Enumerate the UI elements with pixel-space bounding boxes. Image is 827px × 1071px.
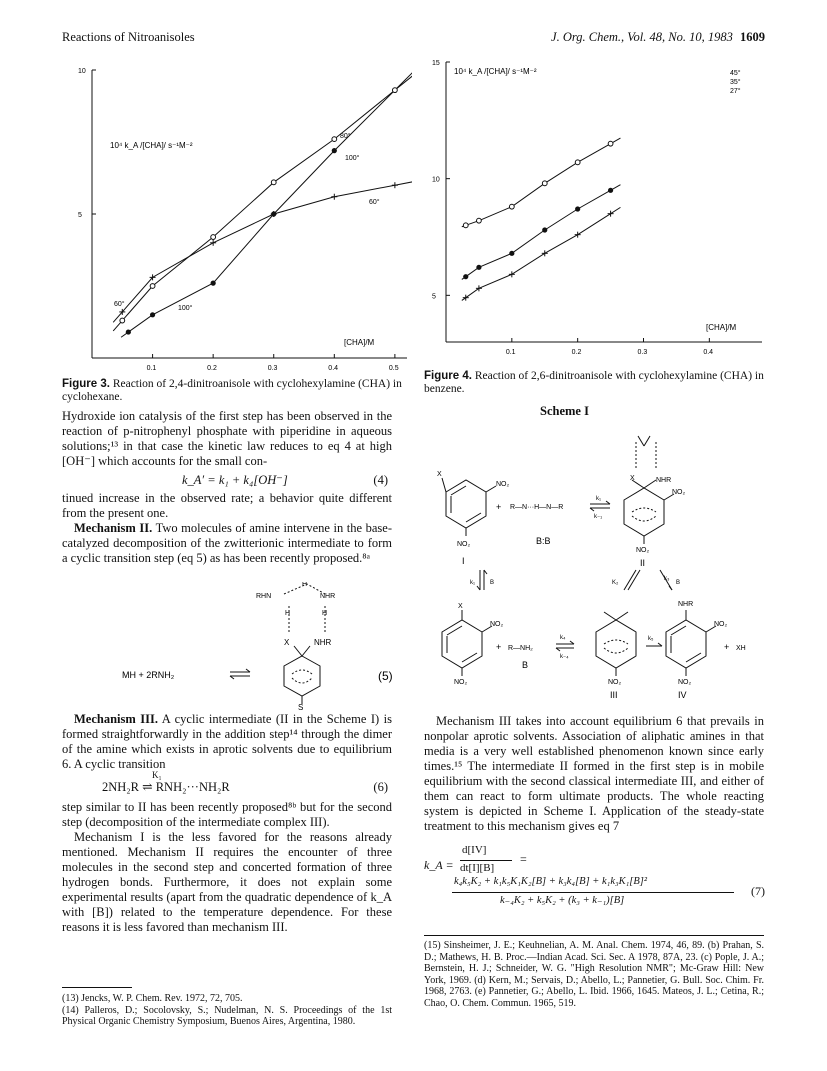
fig3-xlabel: [CHA]/M <box>344 338 375 347</box>
amine-dimer: R—N···H—N—R <box>510 504 564 511</box>
scheme-km1: k₋₁ <box>594 514 603 520</box>
left-column-top <box>62 409 392 566</box>
fig3-series-label-60b: 60° <box>114 301 125 308</box>
fig3-caption-label: Figure 3. <box>62 378 110 390</box>
k1-equilibrium-arrow <box>590 501 610 511</box>
footnotes-left <box>62 993 392 1028</box>
scheme-no2-II-bottom: NO₂ <box>636 547 650 554</box>
point-filled <box>476 265 481 270</box>
k5-arrow <box>646 643 662 646</box>
journal-name: J. Org. Chem., Vol. 48, No. 10, 1983 <box>551 30 733 44</box>
k1-vertical-arrow <box>477 570 487 590</box>
series-line-35° <box>462 185 621 280</box>
left-column-bottom <box>62 712 392 935</box>
footnote-rule <box>62 987 132 988</box>
scheme-plus-1: + <box>496 502 502 512</box>
point-open <box>392 88 397 93</box>
x-tick-label: 0.2 <box>207 365 217 372</box>
equation-6 <box>62 772 392 800</box>
scheme-no2-bl-bottom: NO₂ <box>454 679 468 686</box>
eq7-equals: = <box>520 852 527 866</box>
x-tick-label: 0.4 <box>328 365 339 372</box>
y-tick-label: 5 <box>78 212 82 219</box>
paragraph: step similar to II has been recently proposed⁸ᵇ but for the second step (decomposition of the intermediate complex III). <box>62 800 392 829</box>
label-B: B <box>522 660 529 670</box>
point-open <box>120 318 125 323</box>
mechanism-2-text: Two molecules of amine intervene in the base-catalyzed decomposition of the zwitterionic intermediate to form a cyclic transition step (eq 5) as has been recently proposed.⁸ᵃ <box>62 521 393 565</box>
point-open <box>211 235 216 240</box>
point-filled <box>608 188 613 193</box>
x-tick-label: 0.4 <box>703 349 714 356</box>
scheme-plus-2: + <box>496 642 502 652</box>
eq5-h-top: H <box>302 582 308 588</box>
scheme-no2-bl: NO₂ <box>490 621 504 628</box>
mechanism-2-paragraph <box>62 521 392 566</box>
eq7-lhs: k_A = <box>424 858 454 872</box>
eq5-equilibrium-arrow <box>230 669 250 679</box>
eq7-frac1-den: dt[I][B] <box>460 862 495 874</box>
paragraph: Hydroxide ion catalysis of the first step has been observed in the reaction of p-nitrophenyl phosphate with piperidine in aqueous solutions;¹³ in that case the kinetic law reduces to eq 4 at high [OH⁻] which accounts for the small con- <box>62 409 392 468</box>
compound-IV-ring <box>666 610 716 676</box>
point-open <box>463 223 468 228</box>
scheme-x-I: X <box>437 471 442 478</box>
fig4-caption-text: Reaction of 2,6-dinitroanisole with cyclohexylamine (CHA) in benzene. <box>424 370 764 395</box>
x-tick-label: 0.5 <box>388 365 399 372</box>
figure-4-chart <box>424 52 769 370</box>
scheme-nhr-II: NHR <box>656 477 672 484</box>
point-open <box>477 218 482 223</box>
series-line-100° <box>113 75 412 330</box>
eq5-x: X <box>284 638 290 647</box>
point-filled <box>332 148 337 153</box>
scheme-no2-III: NO₂ <box>608 679 622 686</box>
running-header: Reactions of Nitroanisoles <box>62 30 195 44</box>
x-tick-label: 0.1 <box>146 365 157 372</box>
scheme-title: Scheme I <box>540 404 589 418</box>
point-filled <box>126 329 131 334</box>
scheme-k4: k₄ <box>560 635 566 641</box>
point-filled <box>150 312 155 317</box>
eq5-number: (5) <box>378 669 393 683</box>
mechanism-2-heading: Mechanism II. <box>74 521 153 535</box>
scheme-xh: XH <box>736 645 746 652</box>
eq5-rhn: RHN <box>256 593 272 600</box>
x-tick-label: 0.1 <box>505 349 516 356</box>
scheme-b-vert: B <box>490 580 495 586</box>
figure-4-caption <box>424 370 764 396</box>
fig4-xlabel: [CHA]/M <box>706 323 737 332</box>
point-open <box>575 160 580 165</box>
eq5-h-left: H <box>285 610 291 617</box>
eq7-numerator: k₄k₅K₂ + k₁k₅K₁K₂[B] + k₃k₄[B] + k₁k₃K₁[B]² <box>454 876 648 887</box>
right-column <box>424 714 764 834</box>
fig3-series-label-100a: 100° <box>345 155 360 162</box>
journal-citation <box>551 30 765 45</box>
fig4-series-label-35: 35° <box>730 79 741 86</box>
footnote-rule-right <box>424 935 764 936</box>
fig3-series-label-60a: 60° <box>369 199 380 206</box>
figure-3-chart <box>62 52 412 377</box>
y-tick-label: 15 <box>432 60 440 67</box>
label-III: III <box>610 690 618 700</box>
eq6-body: 2NH₂R ⇌ RNH₂···NH₂R <box>102 780 230 794</box>
eq7-fraction-bar <box>452 892 734 893</box>
fig4-ylabel: 10⁴ k_A /[CHA]/ s⁻¹M⁻² <box>454 67 537 76</box>
y-tick-label: 10 <box>78 68 86 75</box>
eq5-substituent: S <box>298 703 304 710</box>
scheme-k1-vert: k₁ <box>470 580 476 586</box>
point-filled <box>542 227 547 232</box>
scheme-k1: k₁ <box>596 496 602 502</box>
scheme-1-diagram <box>424 420 769 710</box>
eq7-denominator: k₋₄K₂ + k₅K₂ + (k₃ + k₋₁)[B] <box>500 895 625 906</box>
fig3-caption-text: Reaction of 2,4-dinitroanisole with cyclohexylamine (CHA) in cyclohexane. <box>62 378 402 403</box>
scheme-km4: k₋₄ <box>560 654 569 660</box>
eq6-number: (6) <box>373 780 388 794</box>
mechanism-3-paragraph <box>62 712 392 772</box>
point-filled <box>575 206 580 211</box>
k4-equilibrium-arrow <box>556 641 574 651</box>
scheme-no2-IV: NO₂ <box>714 621 728 628</box>
point-filled <box>271 211 276 216</box>
point-open <box>332 137 337 142</box>
series-line-45° <box>462 138 621 227</box>
paragraph: Mechanism III takes into account equilibrium 6 that prevails in nonpolar aprotic solvents. Association of aliphatic amines in that media is a very well established phenomenon known since early times.¹⁵ The intermediate II formed in the first step is in mobile equilibrium with the second classical intermediate III, and either of them can react to form ultimate products. The whole reacting system is depicted in Scheme I. Application of the steady-state treatment to this mechanism gives eq 7 <box>424 714 764 833</box>
point-filled <box>509 251 514 256</box>
eq6-constant: K₁ <box>152 770 162 780</box>
compound-I-ring <box>442 478 496 536</box>
paragraph: Mechanism I is the less favored for the reasons already mentioned. Mechanism II requires the encounter of three molecules in the second step and concerted formation of three hydrogen bonds. Furthermore, it does not explain some experimental results (apart from the quadratic dependence of k_A with [B]) related to the temperature dependence. For these reasons it is less favored than mechanism III. <box>62 830 392 934</box>
point-open <box>509 204 514 209</box>
fig3-ylabel: 10⁴ k_A /[CHA]/ s⁻¹M⁻² <box>110 141 193 150</box>
fig4-series-label-45: 45° <box>730 70 741 77</box>
eq5-nhr-top: NHR <box>320 593 336 600</box>
fig3-series-label-100b: 100° <box>178 305 193 312</box>
x-tick-label: 0.3 <box>267 365 278 372</box>
footnote: (13) Jencks, W. P. Chem. Rev. 1972, 72, 705. <box>62 993 243 1004</box>
scheme-b-k3: B <box>676 580 681 586</box>
y-tick-label: 5 <box>432 293 436 301</box>
scheme-k3: k₃ <box>664 576 670 582</box>
scheme-x-II: X <box>630 475 635 482</box>
scheme-x-bl: X <box>458 603 463 610</box>
scheme-no2-I: NO₂ <box>496 481 510 488</box>
eq4-body: k_A′ = k₁ + k₄[OH⁻] <box>182 473 288 487</box>
label-I: I <box>462 556 465 566</box>
footnote-15: (15) Sinsheimer, J. E.; Keuhnelian, A. M. Anal. Chem. 1974, 46, 89. (b) Prahan, S. D.; Mathews, H. B. Proc.—Indian Acad. Sci. Sec. A 1978, 87A, 23. (c) Pople, J. A.; Bernstein, H. J.; Schneider, W. G. "High Resolution NMR"; Mc-Graw Hill: New York, 1969. (d) Kern, M.; Servais, D.; Abello, L.; Pannetier, G. Bull. Soc. Chim. Fr. 1968, 2763. (e) Pannetier, G.; Abello, L. Ibid. 1966, 1645. Mateos, J. L.; Cetina, R.; Chao, O. Chem. Commun. 1965, 519. <box>424 940 764 1009</box>
compound-bottom-left-ring <box>442 610 492 676</box>
label-II: II <box>640 558 646 568</box>
x-tick-label: 0.3 <box>637 349 648 356</box>
series-line-60° <box>113 182 412 323</box>
point-filled <box>211 281 216 286</box>
eq7-frac1-bar <box>460 860 512 861</box>
mechanism-3-heading: Mechanism III. <box>74 712 158 726</box>
scheme-no2-II: NO₂ <box>672 489 686 496</box>
scheme-plus-3: + <box>724 642 730 652</box>
equation-5-structure <box>62 582 402 710</box>
paragraph: tinued increase in the observed rate; a behavior quite different from the present one. <box>62 491 392 520</box>
label-BB: B:B <box>536 536 551 546</box>
eq5-nhr: NHR <box>314 638 332 647</box>
point-filled <box>463 274 468 279</box>
eq7-frac1-num: d[IV] <box>462 844 487 856</box>
point-open <box>271 180 276 185</box>
compound-III-ring <box>596 612 636 676</box>
fig3-series-label-80: 80° <box>340 133 351 140</box>
footnote: (14) Palleros, D.; Socolovsky, S.; Nudelman, N. S. Proceedings of the 1st Physical Organic Chemistry Symposium, Buenos Aires, Argentina, 1980. <box>62 1004 392 1027</box>
eq4-number: (4) <box>373 473 388 487</box>
scheme-no2-IV-bottom: NO₂ <box>678 679 692 686</box>
equation-4 <box>62 471 392 491</box>
point-open <box>542 181 547 186</box>
figure-3-caption <box>62 378 402 404</box>
point-open <box>150 284 155 289</box>
x-tick-label: 0.2 <box>571 349 582 356</box>
scheme-no2-I-bottom: NO₂ <box>457 541 471 548</box>
point-open <box>608 141 613 146</box>
eq5-h-right: H <box>322 610 328 617</box>
mechanism-3-text: A cyclic intermediate (II in the Scheme I) is formed straightforwardly in the addition step¹⁴ through the dimer of the amine which exists in aprotic solvents due to equilibrium 6. A cyclic transition <box>62 712 392 771</box>
scheme-nhr-IV: NHR <box>678 601 694 608</box>
series-line-27° <box>462 207 621 300</box>
fig4-series-label-27: 27° <box>730 88 741 95</box>
fig4-caption-label: Figure 4. <box>424 370 472 382</box>
scheme-k2: K₂ <box>612 580 619 586</box>
label-IV: IV <box>678 690 687 700</box>
eq7-number: (7) <box>751 884 765 898</box>
equation-7 <box>424 842 769 908</box>
eq5-left: MH + 2RNH₂ <box>122 670 175 680</box>
page-number: 1609 <box>740 30 765 44</box>
scheme-k5: k₅ <box>648 636 654 642</box>
y-tick-label: 10 <box>432 176 440 184</box>
scheme-rnh2: R—NH₂ <box>508 645 533 652</box>
compound-II-ring <box>624 436 674 544</box>
